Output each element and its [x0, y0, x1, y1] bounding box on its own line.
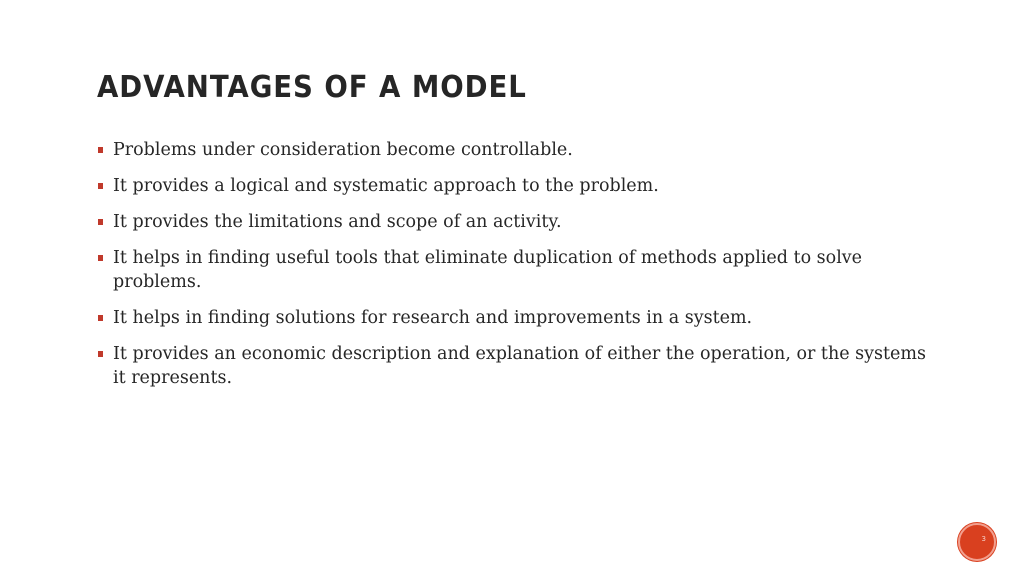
- bullet-list: [97, 138, 937, 402]
- square-bullet-icon: [98, 219, 103, 225]
- bullet-text: It provides an economic description and explanation of either the operation, or the systems it represents.: [113, 344, 926, 388]
- list-item: [97, 138, 937, 162]
- slide-number: 3: [981, 535, 986, 543]
- square-bullet-icon: [98, 255, 103, 261]
- bullet-text: Problems under consideration become controllable.: [113, 140, 573, 160]
- square-bullet-icon: [98, 147, 103, 153]
- list-item: [97, 246, 937, 294]
- square-bullet-icon: [98, 315, 103, 321]
- list-item: [97, 210, 937, 234]
- slide-number-badge: [958, 523, 996, 561]
- square-bullet-icon: [98, 183, 103, 189]
- bullet-text: It helps in finding solutions for research and improvements in a system.: [113, 308, 753, 328]
- bullet-text: It provides a logical and systematic approach to the problem.: [113, 176, 659, 196]
- list-item: [97, 174, 937, 198]
- list-item: [97, 306, 937, 330]
- bullet-text: It provides the limitations and scope of an activity.: [113, 212, 562, 232]
- bullet-text: It helps in finding useful tools that eliminate duplication of methods applied to solve problems.: [113, 248, 863, 292]
- square-bullet-icon: [98, 351, 103, 357]
- slide-title: ADVANTAGES OF A MODEL: [97, 70, 527, 105]
- list-item: [97, 342, 937, 390]
